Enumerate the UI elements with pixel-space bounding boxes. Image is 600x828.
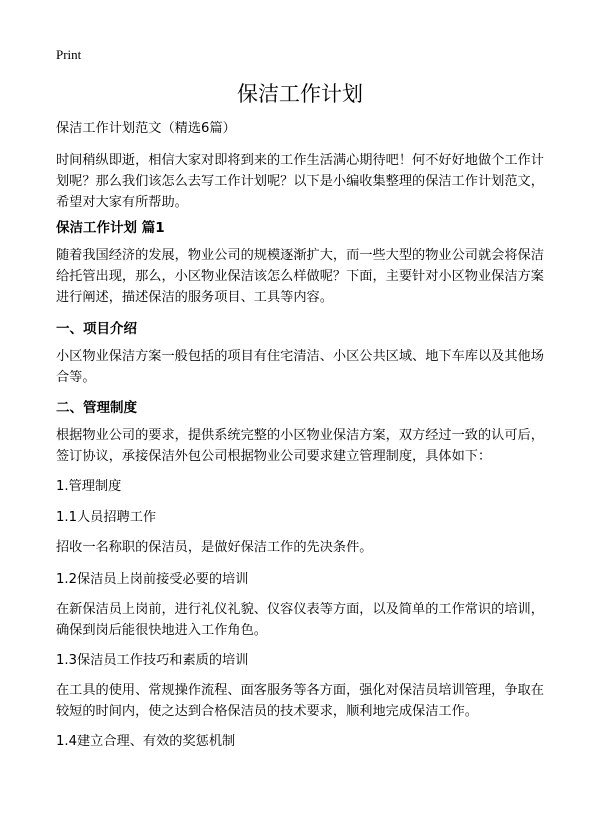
item-1-1-paragraph: 招收一名称职的保洁员，是做好保洁工作的先决条件。 (56, 540, 373, 555)
paragraph-project-intro: 小区物业保洁方案一般包括的项目有住宅清洁、小区公共区域、地下车库以及其他场合等。 (56, 349, 544, 385)
paragraph-management: 根据物业公司的要求，提供系统完整的小区物业保洁方案，双方经过一致的认可后，签订协议，承接保洁外包公司根据物业公司要求建立管理制度，具体如下： (56, 428, 544, 464)
document-title: 保洁工作计划 (237, 82, 363, 106)
item-1-4-heading: 1.4建立合理、有效的奖惩机制 (56, 734, 236, 749)
intro-paragraph: 时间稍纵即逝，相信大家对即将到来的工作生活满心期待吧！何不好好地做个工作计划呢？那么我们该怎么去写工作计划呢？以下是小编收集整理的保洁工作计划范文，希望对大家有所帮助。 (56, 153, 544, 210)
item-1-3-paragraph: 在工具的使用、常规操作流程、面客服务等各方面，强化对保洁员培训管理，争取在较短的时间内，使之达到合格保洁员的技术要求，顺利地完成保洁工作。 (56, 683, 544, 719)
item-1-heading: 1.管理制度 (56, 479, 122, 494)
section-1-paragraph: 随着我国经济的发展，物业公司的规模逐渐扩大，而一些大型的物业公司就会将保洁给托管出现，那么，小区物业保洁该怎么样做呢？下面，主要针对小区物业保洁方案进行阐述，描述保洁的服务项目、工具等内容。 (56, 248, 544, 305)
print-label: Print (56, 47, 82, 62)
item-1-2-heading: 1.2保洁员上岗前接受必要的培训 (56, 572, 249, 587)
item-1-2-paragraph: 在新保洁员上岗前，进行礼仪礼貌、仪容仪表等方面，以及简单的工作常识的培训，确保到岗后能很快地进入工作角色。 (56, 602, 544, 638)
item-1-3-heading: 1.3保洁员工作技巧和素质的培训 (56, 653, 249, 668)
section-1-heading: 保洁工作计划 篇1 (56, 220, 165, 236)
heading-management: 二、管理制度 (56, 400, 137, 416)
heading-project-intro: 一、项目介绍 (56, 321, 137, 337)
document-subtitle: 保洁工作计划范文（精选6篇） (56, 121, 236, 136)
item-1-1-heading: 1.1人员招聘工作 (56, 510, 157, 525)
